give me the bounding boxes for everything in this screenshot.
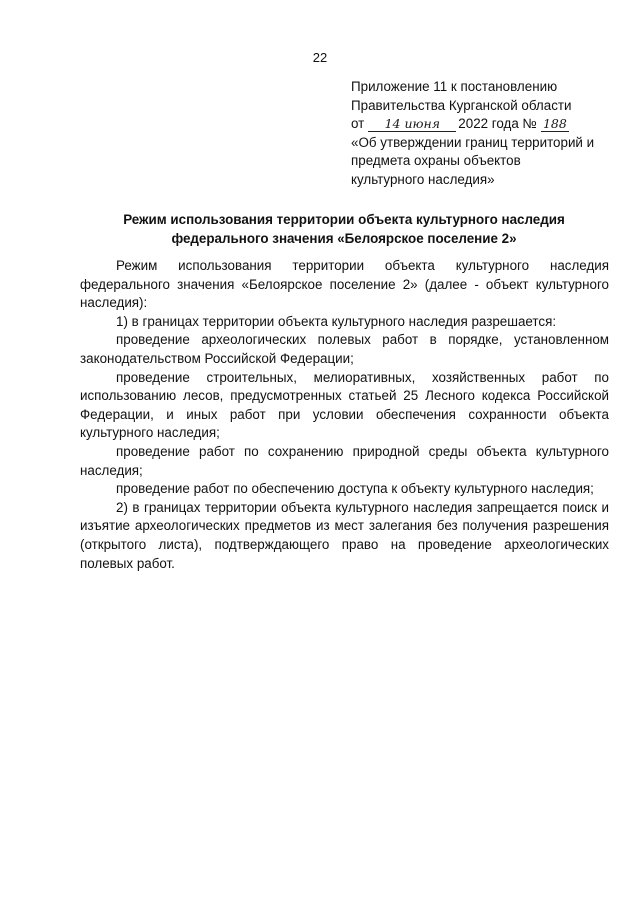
appendix-line-6: культурного наследия» [351,171,495,187]
title-line-1: Режим использования территории объекта культурного наследия [123,212,565,227]
date-prefix: от [351,116,365,132]
appendix-line-4: «Об утверждении границ территорий и [351,134,595,150]
paragraph: проведение работ по сохранению природной среды объекта культурного наследия; [80,443,609,478]
paragraph: проведение археологических полевых работ в порядке, установленном законодательством Российской Федерации; [80,332,609,366]
handwritten-number: 188 [541,117,569,132]
appendix-date-line [351,115,621,134]
handwritten-date: 14 июня [368,117,456,132]
document-body [80,257,609,573]
date-year: 2022 года [458,116,519,132]
appendix-header [351,78,621,190]
appendix-line-1: Приложение 11 к постановлению [351,79,558,94]
paragraph: 2) в границах территории объекта культурного наследия запрещается поиск и изъятие археологических предметов из мест залегания без получения разрешения (открытого листа), подтверждающего право на проведение археологических полевых работ. [80,499,609,571]
page-number: 22 [312,50,328,65]
document-title [60,211,628,248]
paragraph: проведение работ по обеспечению доступа к объекту культурного наследия; [116,481,594,497]
appendix-line-2: Правительства Курганской области [351,97,572,113]
number-prefix: № [522,116,537,132]
paragraph: Режим использования территории объекта культурного наследия федерального значения «Белоярское поселение 2» (далее - объект культурного наследия): [80,258,609,311]
appendix-line-5: предмета охраны объектов [351,153,521,169]
title-line-2: федерального значения «Белоярское поселение 2» [171,230,517,246]
paragraph: 1) в границах территории объекта культурного наследия разрешается: [116,313,557,329]
paragraph: проведение строительных, мелиоративных, хозяйственных работ по использованию лесов, предусмотренных статьей 25 Лесного кодекса Российской Федерации, и иных работ при условии обеспечения сохранности объекта культурного наследия; [80,369,609,441]
